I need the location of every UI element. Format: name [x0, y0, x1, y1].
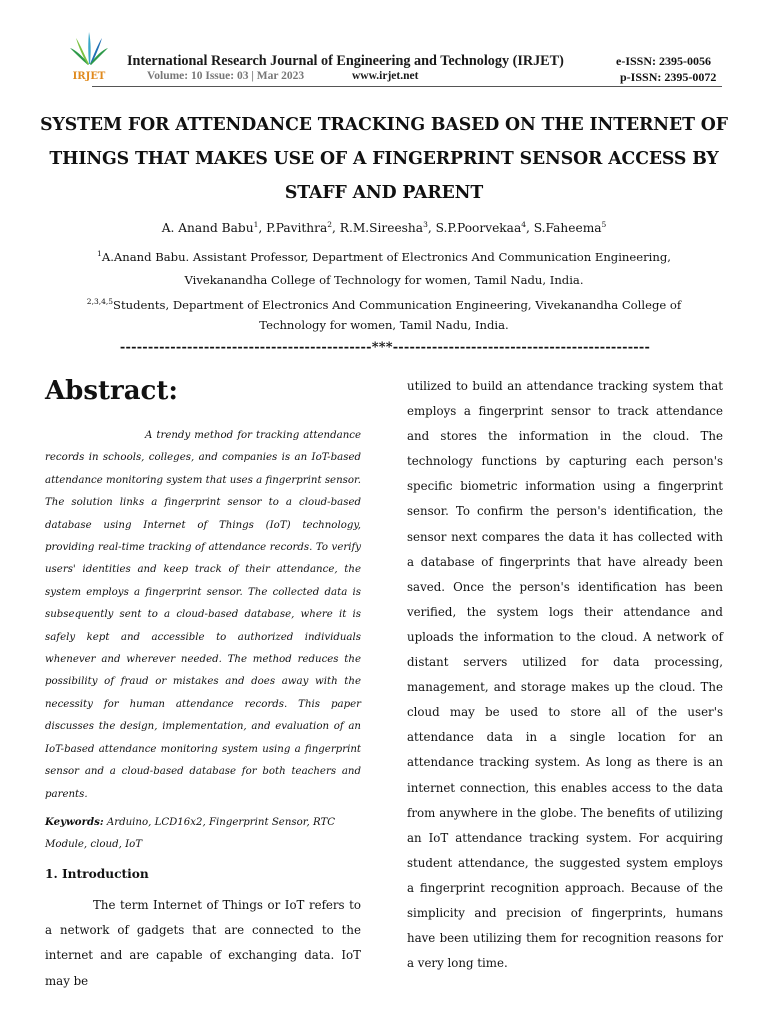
author-sup: 3 — [423, 220, 428, 229]
introduction-heading: 1. Introduction — [45, 867, 149, 881]
author-separator: , — [332, 221, 340, 235]
introduction-text: The term Internet of Things or IoT refers to a network of gadgets that are connected to the internet and are capable of exchanging data. IoT may be — [45, 898, 361, 988]
author-sup: 2 — [327, 220, 333, 229]
affiliation-sup: 1 — [97, 249, 102, 258]
e-issn: e-ISSN: 2395-0056 — [616, 54, 711, 68]
author-sup: 5 — [601, 220, 607, 229]
author-name: P.Pavithra — [266, 221, 328, 235]
affiliation-line: Vivekanandha College of Technology for women, Tamil Nadu, India. — [184, 273, 584, 287]
author-name: S.P.Poorvekaa — [435, 221, 522, 235]
author-name: A. Anand Babu — [161, 221, 254, 235]
author-separator: , — [526, 221, 534, 235]
section-divider: ---------------------------------------------***---------------------------------------------- — [119, 340, 651, 355]
author-name: S.Faheema — [533, 221, 602, 235]
affiliation-line: Students, Department of Electronics And Communication Engineering, Vivekanandha College of — [113, 298, 682, 312]
keywords-list: Arduino, LCD16x2, Fingerprint Sensor, RTC Module, cloud, IoT — [45, 817, 336, 850]
paper-title: SYSTEM FOR ATTENDANCE TRACKING BASED ON THE INTERNET OF THINGS THAT MAKES USE OF A FINGERPRINT SENSOR ACCESS BY STAFF AND PARENT — [40, 115, 728, 203]
affiliation-sup: 2,3,4,5 — [86, 297, 114, 306]
author-sup: 4 — [521, 220, 526, 229]
abstract-text: A trendy method for tracking attendance records in schools, colleges, and companies is an IoT-based attendance monitoring system that uses a fingerprint sensor. The solution links a fingerprint sensor to a cloud-based database using Internet of Things (IoT) technology, providing real-time tracking of attendance records. To verify users' identities and keep track of their attendance, the system employs a fingerprint sensor. The collected data is subsequently sent to a cloud-based database, where it is safely kept and accessible to authorized individuals whenever and wherever needed. The method reduces the possibility of fraud or mistakes and does away with the necessity for human attendance records. This paper discusses the design, implementation, and evaluation of an IoT-based attendance monitoring system using a fingerprint sensor and a cloud-based database for both teachers and parents. — [45, 430, 361, 800]
p-issn: p-ISSN: 2395-0072 — [620, 70, 717, 84]
header-rule — [92, 86, 722, 87]
keywords — [45, 811, 361, 856]
author-separator: , — [258, 221, 267, 235]
affiliation-line: Technology for women, Tamil Nadu, India. — [259, 318, 509, 332]
affiliation-2 — [40, 295, 728, 335]
introduction-continued-text: utilized to build an attendance tracking system that employs a fingerprint sensor to track attendance and stores the information in the cloud. The technology functions by capturing each person's specific biometric information using a fingerprint sensor. To confirm the person's identification, the sensor next compares the data it has collected with a database of fingerprints that have already been saved. Once the person's identification has been verified, the system logs their attendance and uploads the information to the cloud. A network of distant servers utilized for data processing, management, and storage makes up the cloud. The cloud may be used to store all of the user's attendance data in a single location for an attendance tracking system. As long as there is an internet connection, this enables access to the data from anywhere in the globe. The benefits of utilizing an IoT attendance tracking system. For acquiring student attendance, the suggested system employs a fingerprint recognition approach. Because of the simplicity and precision of fingerprints, humans have been utilizing them for recognition reasons for a very long time. — [407, 379, 723, 971]
affiliation-1 — [40, 246, 728, 292]
author-separator: , — [427, 221, 436, 235]
author-list — [40, 218, 728, 238]
logo-wordmark: IRJET — [72, 71, 106, 82]
affiliation-line: A.Anand Babu. Assistant Professor, Department of Electronics And Communication Engineering, — [101, 250, 671, 264]
irjet-logo — [64, 30, 114, 84]
keywords-label: Keywords: — [45, 816, 104, 828]
irjet-logo-icon — [64, 30, 114, 84]
author-name: R.M.Sireesha — [339, 221, 424, 235]
journal-title: International Research Journal of Engineering and Technology (IRJET) — [127, 53, 564, 69]
journal-website-link[interactable]: www.irjet.net — [352, 70, 419, 82]
author-sup: 1 — [253, 220, 259, 229]
abstract-heading: Abstract: — [45, 376, 178, 406]
volume-issue: Volume: 10 Issue: 03 | Mar 2023 — [147, 70, 305, 82]
